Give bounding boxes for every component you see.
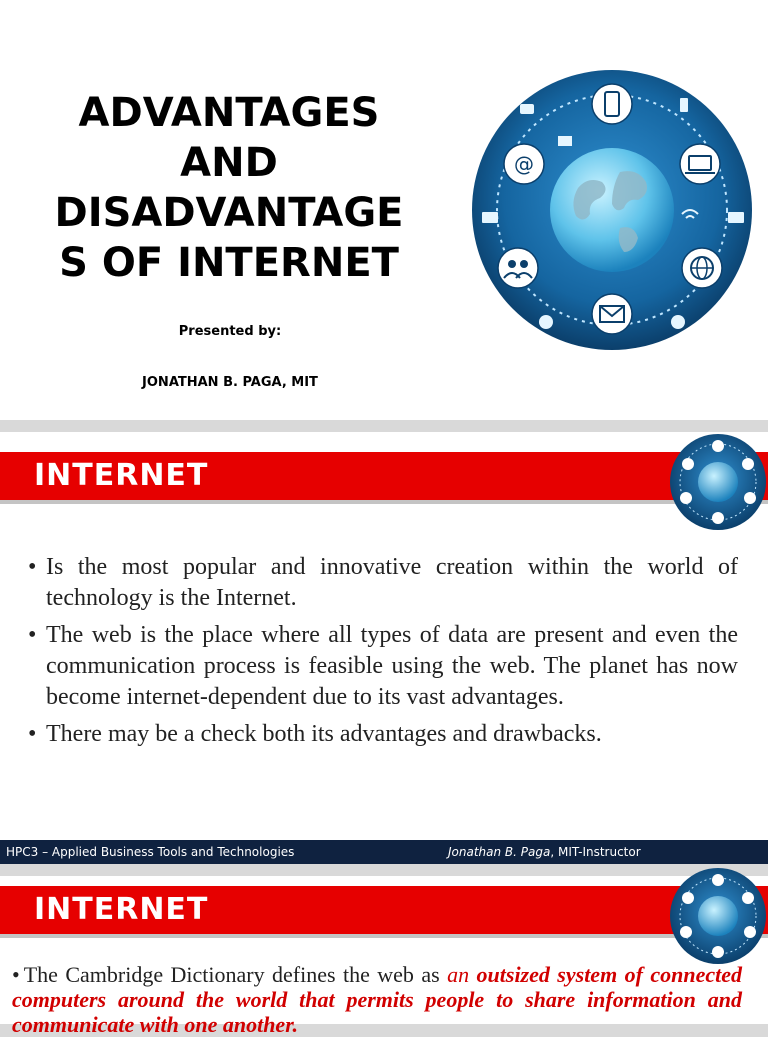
slide-heading: INTERNET [34, 458, 209, 493]
instructor-credit: Jonathan B. Paga, MIT-Instructor [448, 845, 641, 859]
globe-icon [668, 866, 768, 966]
heading-banner [0, 452, 768, 504]
internet-slide [0, 432, 768, 864]
title-slide [0, 0, 768, 420]
banner-underline [0, 500, 768, 504]
slide-title: ADVANTAGES AND DISADVANTAGE S OF INTERNET [54, 90, 404, 286]
presenter-name: JONATHAN B. PAGA, MIT [142, 375, 318, 390]
slide-heading: INTERNET [34, 892, 209, 927]
course-name: HPC3 – Applied Business Tools and Technologies [6, 845, 295, 859]
list-item: • The web is the place where all types of data are present and even the communication process is feasible using the web. The planet has now become internet-dependent due to its vast advantages. [28, 620, 738, 713]
globe-icon [470, 68, 754, 352]
definition-slide [0, 876, 768, 1037]
list-item: • Is the most popular and innovative creation within the world of technology is the Internet. [28, 552, 738, 614]
slide-footer [0, 840, 768, 864]
banner-underline [0, 934, 768, 938]
heading-banner [0, 886, 768, 938]
svg-text:@: @ [514, 152, 534, 176]
bullet-list [28, 552, 738, 756]
presented-by-label: Presented by: [178, 324, 282, 339]
list-item: • There may be a check both its advantages and drawbacks. [28, 719, 738, 750]
globe-icon [668, 432, 768, 532]
definition-text: • The Cambridge Dictionary defines the web as an outsized system of connected computers around the world that permits people to share information and communicate with one another. [12, 962, 743, 1037]
